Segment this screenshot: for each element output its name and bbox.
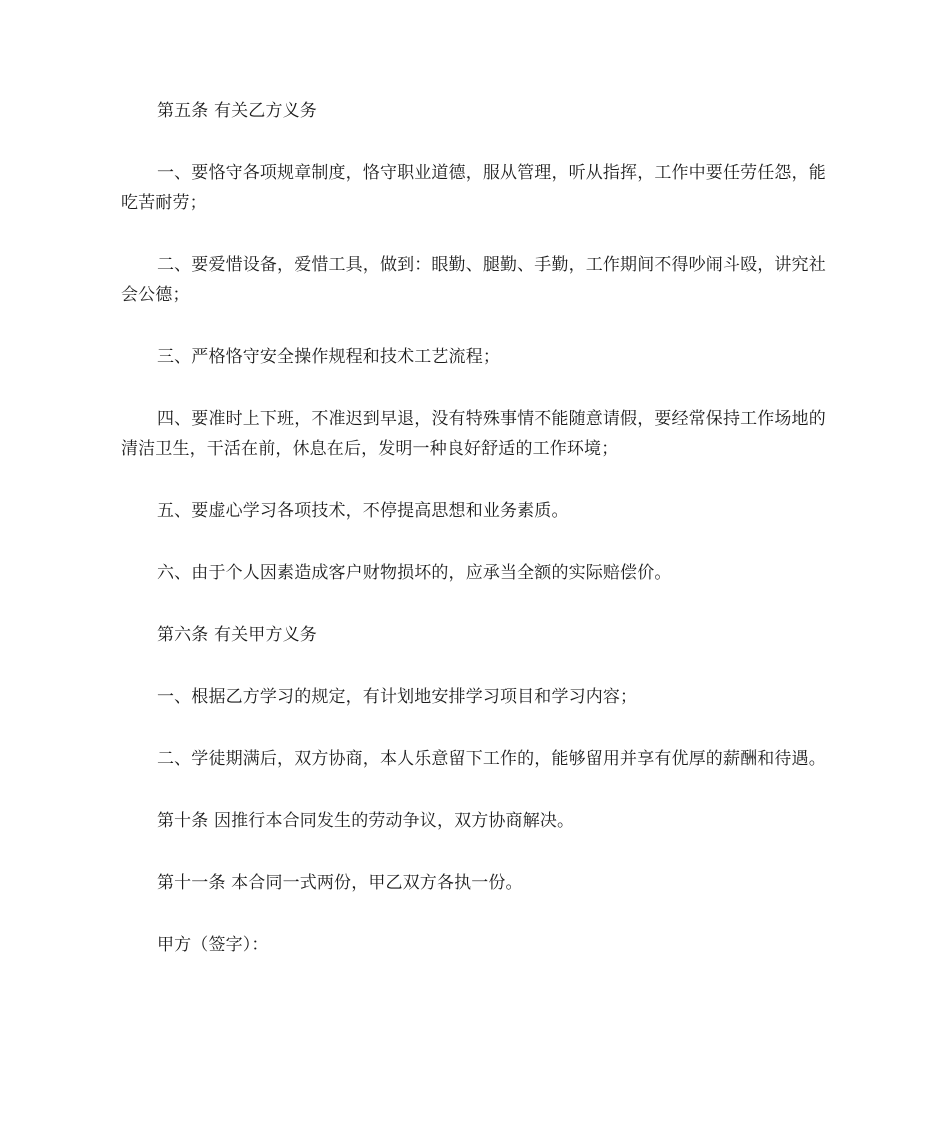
article-5-item-6: 六、由于个人因素造成客户财物损坏的，应承当全额的实际赔偿价。 bbox=[157, 563, 672, 583]
article-5-item-1: 一、要恪守各项规章制度，恪守职业道德，服从管理，听从指挥，工作中要任劳任怨，能吃苦耐劳； bbox=[121, 163, 826, 213]
party-a-signature-label: 甲方（签字）： bbox=[157, 935, 269, 955]
document-body bbox=[121, 96, 833, 960]
article-5-heading: 第五条 有关乙方义务 bbox=[157, 101, 317, 121]
article-6-heading: 第六条 有关甲方义务 bbox=[157, 625, 317, 645]
article-5-item-5: 五、要虚心学习各项技术，不停提高思想和业务素质。 bbox=[157, 501, 569, 521]
article-6-item-1: 一、根据乙方学习的规定，有计划地安排学习项目和学习内容； bbox=[157, 687, 638, 707]
article-5-item-4: 四、要准时上下班，不准迟到早退，没有特殊事情不能随意请假，要经常保持工作场地的清洁卫生，干活在前，休息在后，发明一种良好舒适的工作环境； bbox=[121, 409, 826, 459]
article-10: 第十条 因推行本合同发生的劳动争议，双方协商解决。 bbox=[157, 811, 575, 831]
article-6-item-2: 二、学徒期满后，双方协商，本人乐意留下工作的，能够留用并享有优厚的薪酬和待遇。 bbox=[157, 749, 826, 769]
article-5-item-2: 二、要爱惜设备，爱惜工具，做到：眼勤、腿勤、手勤，工作期间不得吵闹斗殴，讲究社会公德； bbox=[121, 255, 826, 305]
article-11: 第十一条 本合同一式两份，甲乙双方各执一份。 bbox=[157, 873, 523, 893]
article-5-item-3: 三、严格恪守安全操作规程和技术工艺流程； bbox=[157, 347, 500, 367]
